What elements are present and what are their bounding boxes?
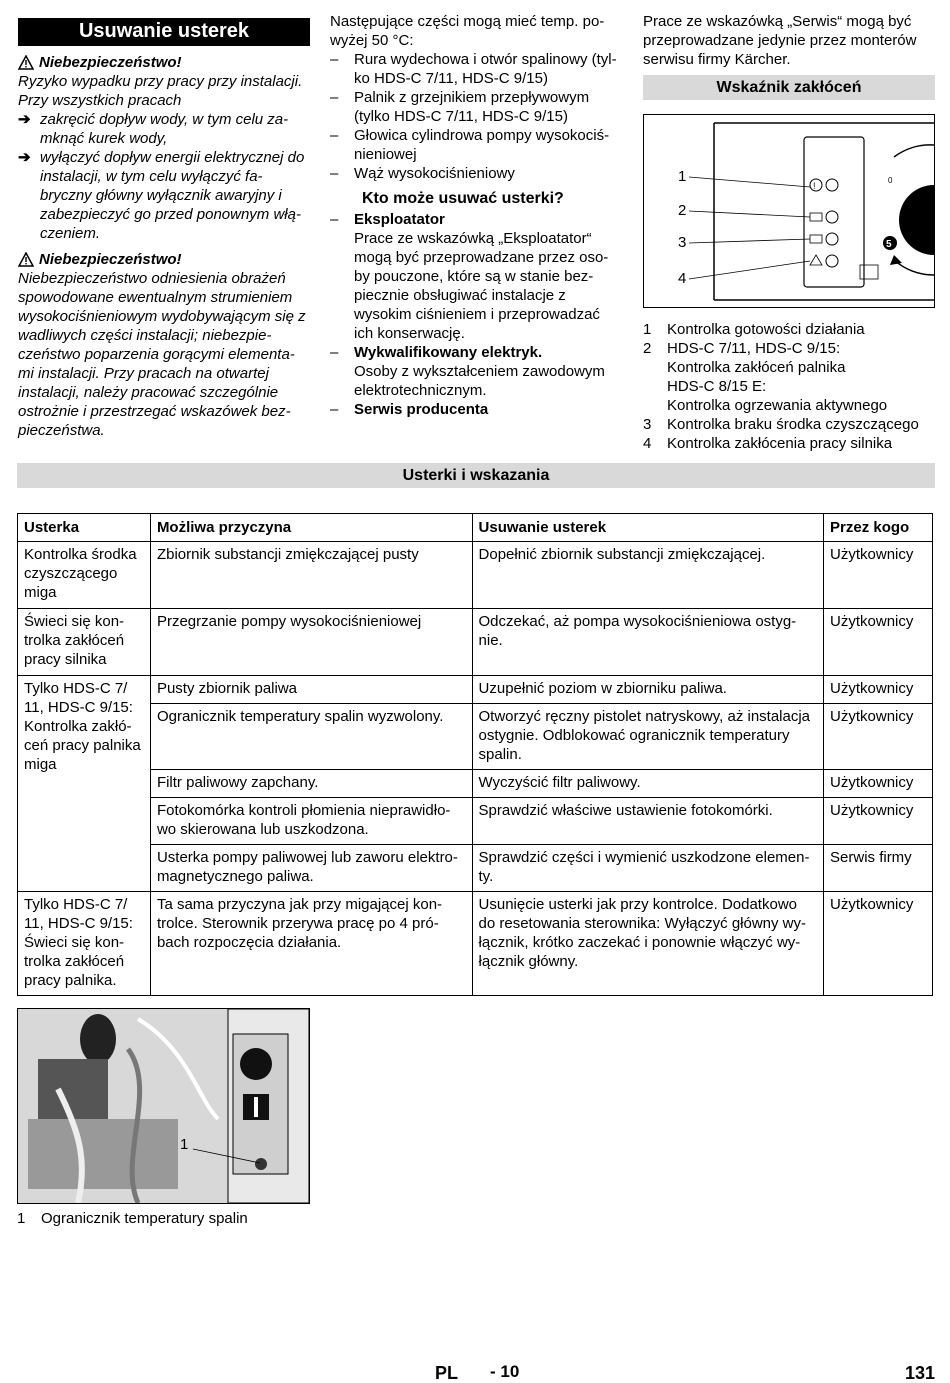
list-item: – Serwis producenta	[330, 401, 489, 418]
photo-caption: 1 Ogranicznik temperatury spalin	[17, 1210, 248, 1227]
column-3	[643, 12, 935, 453]
list-item: – Wykwalifikowany elektryk. Osoby z wykształceniem zawodowym elektrotechnicznym.	[330, 344, 605, 399]
arrow-icon: ➔	[18, 111, 31, 128]
callout-4: 4	[678, 270, 687, 287]
who-heading: Kto może usuwać usterki?	[362, 190, 564, 207]
legend-item-cont: Kontrolka zakłóceń palnika	[667, 359, 846, 376]
legend-item: 4 Kontrolka zakłócenia pracy silnika	[643, 435, 893, 452]
section-title: Usuwanie usterek	[18, 18, 310, 46]
warning-triangle-icon	[18, 252, 34, 267]
table-row: Świeci się kon-trolka zakłóceń pracy silnika Przegrzanie pompy wysokociśnieniowej Odczekać, aż pompa wysokociśnieniowa ostyg-nie. Użytkownicy	[18, 609, 933, 676]
callout-3: 3	[678, 234, 687, 251]
table-row: Filtr paliwowy zapchany. Wyczyścić filtr paliwowy. Użytkownicy	[18, 770, 933, 798]
column-1	[18, 18, 310, 440]
hot-parts-intro: Następujące części mogą mieć temp. po-wyżej 50 °C:	[330, 13, 605, 49]
danger-label: Niebezpieczeństwo!	[39, 251, 182, 268]
list-item: – Eksploatator Prace ze wskazówką „Eksploatator“ mogą być przeprowadzane przez oso-by pouczone, które są w stanie bez-piecznie obsługiwać instalacje z wysokim ciśnieniem i przeprowadzać ich konserwację.	[330, 211, 609, 342]
callout-1: 1	[678, 168, 687, 185]
footer-local-page: - 10	[490, 1362, 520, 1381]
table-row: Tylko HDS-C 7/ 11, HDS-C 9/15: Świeci się kon-trolka zakłóceń pracy palnika. Ta sama przyczyna jak przy migającej kon-trolce. Sterownik przerywa pracę po 4 pró-bach rozpoczęcia działania. Usunięcie usterki jak przy kontrolce. Dodatkowo do resetowania sterownika: Wyłączyć główny wy-łącznik, krótko zacze​kać i ponownie włączyć wy-łącznik główny. Użytkownicy	[18, 892, 933, 996]
danger-heading-1	[18, 53, 310, 72]
instruction-item: ➔ wyłączyć dopływ energii elektrycznej do instalacji, w tym celu wyłączyć fa-bryczny główny wyłącznik awaryjny i zabezpieczyć go przed ponownym włą-czeniem.	[18, 149, 305, 242]
footer-page-number: 131	[905, 1363, 936, 1383]
header-remedy: Usuwanie usterek	[472, 514, 824, 542]
legend-item: 3 Kontrolka braku środka czyszczącego	[643, 416, 919, 433]
legend-item: 2 HDS-C 7/11, HDS-C 9/15:	[643, 340, 841, 357]
danger-heading-2	[18, 250, 310, 269]
arrow-icon: ➔	[18, 149, 31, 166]
callout-2: 2	[678, 202, 687, 219]
svg-text:!: !	[813, 181, 816, 191]
faults-table	[17, 513, 933, 996]
footer-language: PL	[435, 1363, 459, 1383]
table-row: Fotokomórka kontroli płomienia nieprawidło-wo skierowana lub uszkodzona. Sprawdzić właściwe ustawienie fotokomórki. Użytkownicy	[18, 798, 933, 845]
service-note: Prace ze wskazówką „Serwis“ mogą być przeprowadzane jedynie przez monterów serwisu firmy Kärcher.	[643, 13, 917, 68]
danger-text-1: Ryzyko wypadku przy pracy przy instalacji. Przy wszystkich pracach	[18, 73, 303, 109]
list-item: – Palnik z grzejnikiem przepływowym (tylko HDS-C 7/11, HDS-C 9/15)	[330, 89, 590, 125]
warning-triangle-icon	[18, 55, 34, 70]
table-row: Ogranicznik temperatury spalin wyzwolony. Otworzyć ręczny pistolet natryskowy, aż instalacja ostygnie. Odblokować ogranicznik temperatury spalin. Użytkownicy	[18, 704, 933, 770]
header-fault: Usterka	[18, 514, 151, 542]
dial-zero: 0	[888, 176, 893, 185]
header-by-whom: Przez kogo	[824, 514, 933, 542]
indicator-legend	[643, 320, 935, 453]
danger-label: Niebezpieczeństwo!	[39, 54, 182, 71]
column-2	[330, 12, 622, 419]
table-header-row	[18, 514, 933, 542]
list-item: – Rura wydechowa i otwór spalinowy (tyl-ko HDS-C 7/11, HDS-C 9/15)	[330, 51, 617, 87]
legend-item-cont: Kontrolka ogrzewania aktywnego	[667, 397, 888, 414]
list-item: – Głowica cylindrowa pompy wysokociś-nieniowej	[330, 127, 610, 163]
table-row: Kontrolka środka czyszczącego miga Zbiornik substancji zmiękczającej pusty Dopełnić zbiornik substancji zmiękczającej. Użytkownicy	[18, 542, 933, 609]
legend-item: 1 Kontrolka gotowości działania	[643, 321, 865, 338]
instruction-item: ➔ zakręcić dopływ wody, w tym celu za-mknąć kurek wody,	[18, 111, 289, 147]
photo-callout-1: 1	[180, 1136, 189, 1153]
indicator-heading: Wskaźnik zakłóceń	[643, 75, 935, 100]
list-item: – Wąż wysokociśnieniowy	[330, 165, 515, 182]
indicator-panel-figure	[643, 114, 935, 308]
danger-text-2: Niebezpieczeństwo odniesienia obrażeń spowodowane ewentualnym strumieniem wysokociśnieniowym wydobywającym się z wadliwych części instalacji; niebezpie-czeństwo poparzenia gorącymi elementa-mi instalacji. Przy pracach na otwartej instalacji, należy pracować szczególnie ostrożnie i przestrzegać wskazówek bez-pieczeństwa.	[18, 270, 306, 439]
legend-item-cont: HDS-C 8/15 E:	[667, 378, 767, 395]
faults-heading: Usterki i wskazania	[17, 463, 935, 488]
table-row: Tylko HDS-C 7/ 11, HDS-C 9/15: Kontrolka zakłó-ceń pracy palnika miga Pusty zbiornik paliwa Uzupełnić poziom w zbiorniku paliwa. Użytkownicy	[18, 676, 933, 704]
dial-number-5: 5	[886, 239, 892, 250]
table-row: Usterka pompy paliwowej lub zaworu elektro-magnetycznego paliwa. Sprawdzić części i wymienić uszkodzone elemen-ty. Serwis firmy	[18, 845, 933, 892]
machine-photo	[17, 1008, 310, 1204]
header-cause: Możliwa przyczyna	[150, 514, 472, 542]
